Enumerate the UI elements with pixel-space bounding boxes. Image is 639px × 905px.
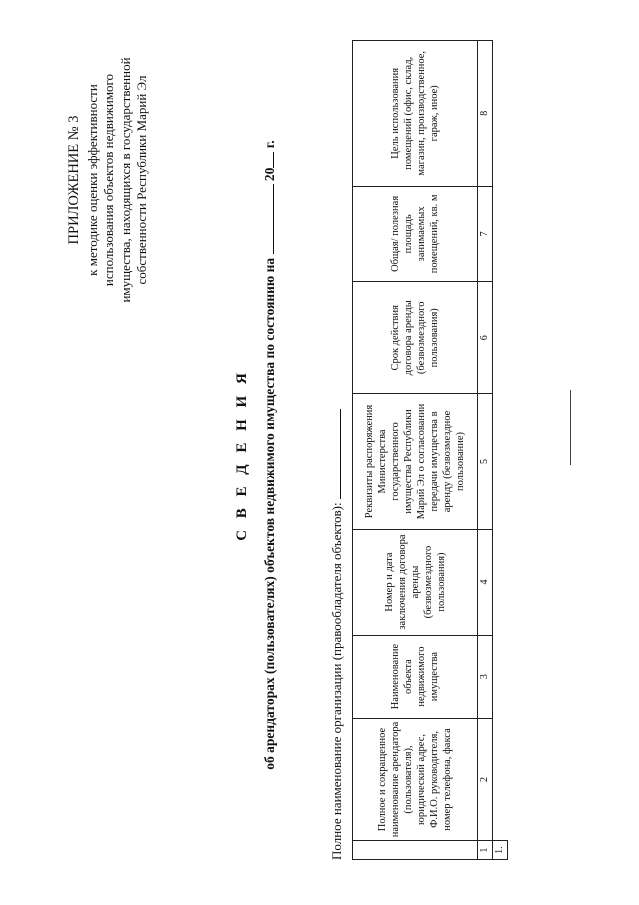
column-number: 4 — [478, 529, 493, 635]
year-blank — [263, 152, 274, 168]
column-number: 1 — [478, 841, 493, 860]
subtitle-year: 20 — [262, 167, 277, 182]
header-cell: Наименование объекта недвижимого имущества — [353, 635, 478, 718]
column-number: 3 — [478, 635, 493, 718]
appendix-line: имущества, находящихся в государственной — [117, 57, 133, 303]
header-cell: Цель использования помещений (офис, склад, магазин, производственное, гараж, иное) — [353, 41, 478, 187]
data-table — [352, 40, 508, 860]
table-cell — [493, 186, 508, 282]
header-cell: Номер и дата заключения договора аренды (безвозмездного пользования) — [353, 529, 478, 635]
table-cell — [493, 282, 508, 394]
subtitle-suffix: г. — [262, 140, 277, 149]
appendix-line: использования объектов недвижимого — [101, 73, 116, 287]
table-cell — [493, 718, 508, 841]
document-subtitle — [262, 65, 278, 845]
organization-label: Полное наименование организации (правообладателя объектов): — [329, 502, 344, 860]
separator-line — [570, 390, 571, 465]
row-number: 1. — [493, 841, 508, 860]
table-cell — [493, 41, 508, 187]
table-row — [493, 41, 508, 860]
subtitle-text: об арендаторах (пользователях) объектов недвижимого имущества по состоянию на — [262, 257, 277, 770]
appendix-line: к методике оценки эффективности — [84, 84, 100, 276]
organization-blank — [330, 409, 341, 499]
document-title: С В Е Д Е Н И Я — [234, 369, 250, 541]
header-cell: Реквизиты распоряжения Министерства государственного имущества Республики Марий Эл о согласовании передачи имущества в аренду (безвозмездное пользование) — [353, 394, 478, 529]
table-cell — [493, 394, 508, 529]
header-row — [353, 41, 478, 860]
column-number: 6 — [478, 282, 493, 394]
header-cell: Общая/ полезная площадь занимаемых помещений, кв. м — [353, 186, 478, 282]
column-number: 8 — [478, 41, 493, 187]
table-cell — [493, 529, 508, 635]
appendix-block — [66, 15, 151, 345]
column-number: 5 — [478, 394, 493, 529]
date-blank — [263, 184, 274, 254]
column-number: 7 — [478, 186, 493, 282]
header-cell: Срок действия договора аренды (безвозмездного пользования) — [353, 282, 478, 394]
organization-line — [329, 300, 345, 860]
header-cell: Полное и сокращенное наименование арендатора (пользователя), юридический адрес, Ф.И.О. руководителя, номер телефона, факса — [353, 718, 478, 841]
table-cell — [493, 635, 508, 718]
appendix-heading: ПРИЛОЖЕНИЕ № 3 — [66, 115, 82, 245]
column-number: 2 — [478, 718, 493, 841]
appendix-line: собственности Республики Марий Эл — [134, 75, 149, 285]
column-number-row — [478, 41, 493, 860]
header-cell — [353, 841, 478, 860]
